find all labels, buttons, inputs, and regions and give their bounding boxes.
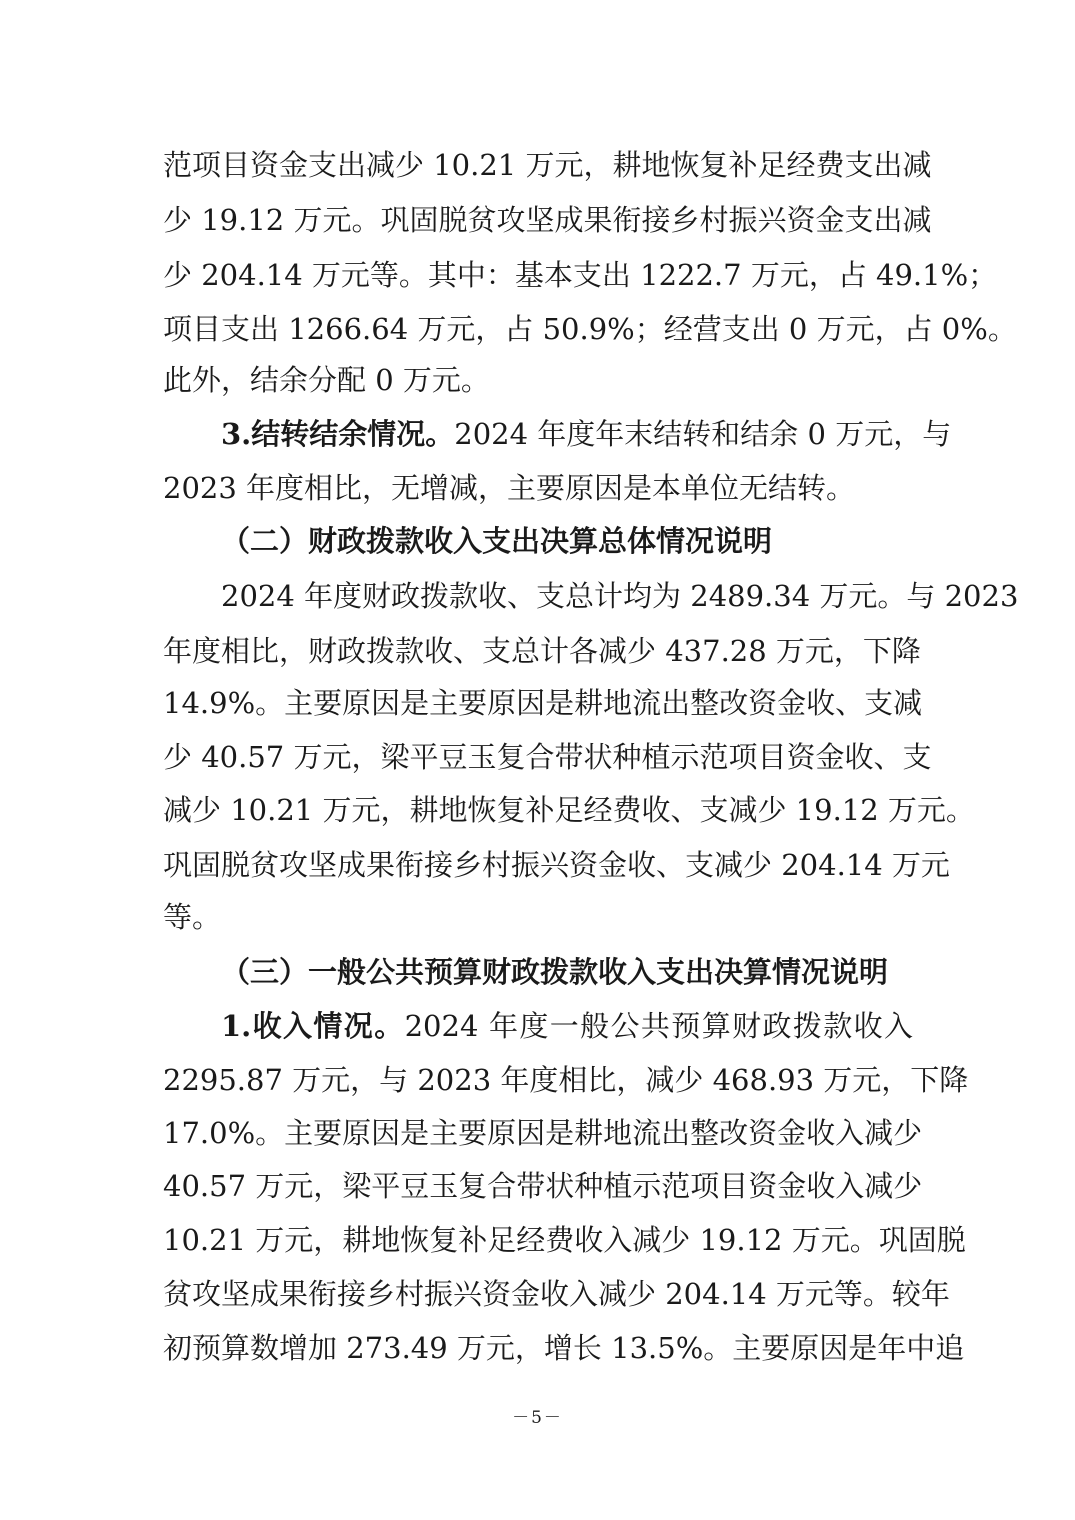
paragraph-line: 10.21 万元，耕地恢复补足经费收入减少 19.12 万元。巩固脱 bbox=[163, 1223, 966, 1257]
paragraph-line: 17.0%。主要原因是主要原因是耕地流出整改资金收入减少 bbox=[163, 1116, 923, 1150]
carryover-lead: 3.结转结余情况。 bbox=[221, 417, 455, 451]
paragraph-line: 年度相比，财政拨款收、支总计各减少 437.28 万元，下降 bbox=[163, 634, 921, 668]
page-number: －5－ bbox=[512, 1408, 563, 1428]
section-heading: （三）一般公共预算财政拨款收入支出决算情况说明 bbox=[221, 955, 889, 989]
section-heading: （二）财政拨款收入支出决算总体情况说明 bbox=[221, 524, 773, 558]
paragraph-line: 14.9%。主要原因是主要原因是耕地流出整改资金收、支减 bbox=[163, 686, 923, 720]
carryover-paragraph-line bbox=[221, 414, 952, 454]
paragraph-line: 初预算数增加 273.49 万元，增长 13.5%。主要原因是年中追 bbox=[163, 1331, 965, 1365]
paragraph-line: 贫攻坚成果衔接乡村振兴资金收入减少 204.14 万元等。较年 bbox=[163, 1277, 950, 1311]
paragraph-line: 等。 bbox=[163, 900, 222, 934]
paragraph-line: 少 19.12 万元。巩固脱贫攻坚成果衔接乡村振兴资金支出减 bbox=[163, 203, 932, 237]
carryover-paragraph-line: 2023 年度相比，无增减，主要原因是本单位无结转。 bbox=[163, 471, 856, 505]
paragraph-line: 2295.87 万元，与 2023 年度相比，减少 468.93 万元，下降 bbox=[163, 1063, 969, 1097]
paragraph-line: 少 204.14 万元等。其中：基本支出 1222.7 万元，占 49.1%； bbox=[163, 258, 998, 292]
income-text: 2024 年度一般公共预算财政拨款收入 bbox=[404, 1009, 913, 1043]
paragraph-line: 范项目资金支出减少 10.21 万元，耕地恢复补足经费支出减 bbox=[163, 148, 932, 182]
paragraph-line: 此外，结余分配 0 万元。 bbox=[163, 363, 490, 397]
income-paragraph-line bbox=[221, 1006, 913, 1046]
paragraph-line: 巩固脱贫攻坚成果衔接乡村振兴资金收、支减少 204.14 万元 bbox=[163, 848, 950, 882]
paragraph-line: 项目支出 1266.64 万元，占 50.9%；经营支出 0 万元，占 0%。 bbox=[163, 312, 1017, 346]
income-lead: 1.收入情况。 bbox=[221, 1009, 405, 1043]
carryover-text: 2024 年度年末结转和结余 0 万元，与 bbox=[454, 417, 952, 451]
paragraph-line: 少 40.57 万元，梁平豆玉复合带状种植示范项目资金收、支 bbox=[163, 740, 932, 774]
paragraph-line: 2024 年度财政拨款收、支总计均为 2489.34 万元。与 2023 bbox=[221, 579, 1019, 613]
paragraph-line: 减少 10.21 万元，耕地恢复补足经费收、支减少 19.12 万元。 bbox=[163, 793, 975, 827]
paragraph-line: 40.57 万元，梁平豆玉复合带状种植示范项目资金收入减少 bbox=[163, 1169, 923, 1203]
